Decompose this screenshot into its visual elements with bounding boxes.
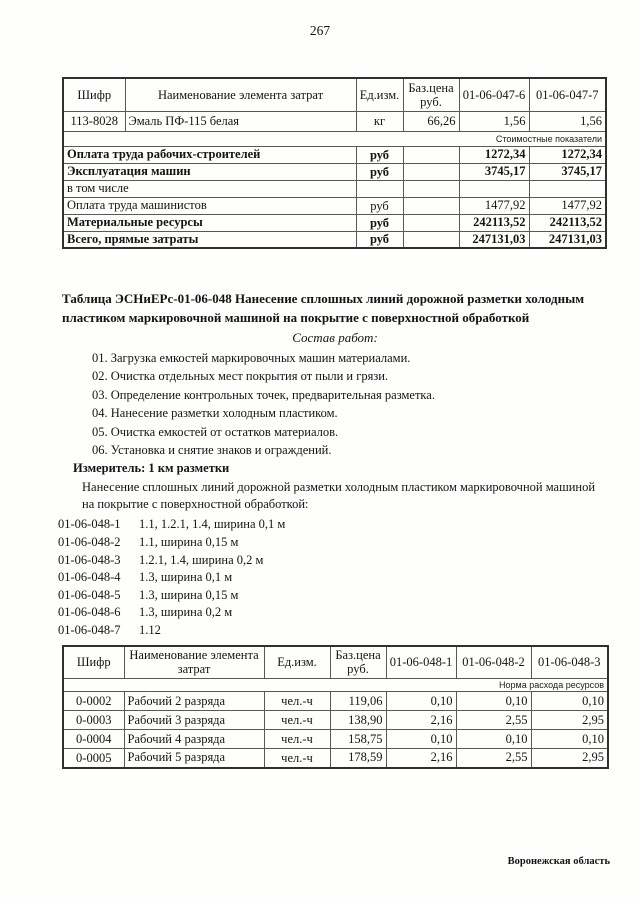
material-unit: кг — [356, 111, 403, 131]
cost-row — [63, 180, 606, 197]
cost-row — [63, 146, 606, 163]
variant-code: 01-06-048-2 — [58, 535, 121, 550]
variant-row — [58, 569, 640, 587]
page-number: 267 — [309, 23, 331, 38]
variant-desc: 1.1, 1.2.1, 1.4, ширина 0,1 м — [139, 517, 286, 532]
cost-baseprice-empty — [403, 180, 459, 197]
cost-value-2: 1272,34 — [529, 146, 606, 163]
work-item: 04. Нанесение разметки холодным пластиком. — [92, 406, 338, 421]
table-header-row — [63, 78, 606, 111]
material-name: Эмаль ПФ-115 белая — [125, 111, 356, 131]
section-label-row — [63, 131, 606, 146]
resource-row — [63, 692, 608, 711]
resource-name: Рабочий 2 разряда — [124, 692, 264, 711]
work-item: 03. Определение контрольных точек, предварительная разметка. — [92, 387, 435, 402]
cost-baseprice-empty — [403, 197, 459, 214]
variant-row — [58, 622, 640, 640]
col-header-shifr: Шифр — [63, 78, 125, 111]
resource-name: Рабочий 5 разряда — [124, 749, 264, 768]
resource-value-1: 0,10 — [386, 692, 456, 711]
resource-row — [63, 711, 608, 730]
variant-code: 01-06-048-4 — [58, 570, 121, 585]
resource-value-3: 0,10 — [531, 730, 608, 749]
cost-unit — [356, 180, 403, 197]
description-paragraph: Нанесение сплошных линий дорожной разметки холодным пластиком маркировочной машиной на покрытие с поверхностной обработкой: — [82, 480, 596, 512]
resource-name: Рабочий 3 разряда — [124, 711, 264, 730]
cost-value-1: 1272,34 — [459, 146, 529, 163]
resource-value-1: 0,10 — [386, 730, 456, 749]
col-header-047-7: 01-06-047-7 — [529, 78, 606, 111]
cost-label: Оплата труда рабочих-строителей — [63, 146, 356, 163]
variant-desc: 1.2.1, 1.4, ширина 0,2 м — [139, 552, 264, 567]
cost-row — [63, 163, 606, 180]
col-header-shifr: Шифр — [63, 646, 124, 679]
cost-baseprice-empty — [403, 146, 459, 163]
work-item: 02. Очистка отдельных мест покрытия от пыли и грязи. — [92, 369, 389, 384]
work-item: 06. Установка и снятие знаков и ограждений. — [92, 443, 332, 458]
resource-unit: чел.-ч — [264, 692, 330, 711]
cost-row — [63, 214, 606, 231]
cost-value-1: 242113,52 — [459, 214, 529, 231]
cost-unit: руб — [356, 163, 403, 180]
resource-baseprice: 158,75 — [330, 730, 386, 749]
cost-baseprice-empty — [403, 163, 459, 180]
variant-row — [58, 516, 640, 534]
table-header-row — [63, 646, 608, 679]
col-header-048-3: 01-06-048-3 — [531, 646, 608, 679]
cost-baseprice-empty — [403, 231, 459, 248]
variant-code: 01-06-048-6 — [58, 605, 121, 620]
resource-row — [63, 730, 608, 749]
col-header-name: Наименование элемента затрат — [125, 78, 356, 111]
cost-label: Оплата труда машинистов — [63, 197, 356, 214]
col-header-name: Наименование элемента затрат — [124, 646, 264, 679]
col-header-unit: Ед.изм. — [264, 646, 330, 679]
variant-row — [58, 587, 640, 605]
cost-value-1 — [459, 180, 529, 197]
table-048-title: Таблица ЭСНиЕРс-01-06-048 Нанесение сплошных линий дорожной разметки холодным пластиком маркировочной машиной на покрытие с поверхностной обработкой — [62, 291, 585, 325]
resource-code: 0-0004 — [63, 730, 124, 749]
cost-value-2 — [529, 180, 606, 197]
resource-name: Рабочий 4 разряда — [124, 730, 264, 749]
work-composition-label: Состав работ: — [292, 330, 378, 345]
resource-norm-label: Норма расхода ресурсов — [63, 679, 608, 692]
variant-code: 01-06-048-7 — [58, 623, 121, 637]
variant-desc: 1.12 — [139, 623, 161, 637]
variant-desc: 1.3, ширина 0,15 м — [139, 587, 239, 602]
cost-value-1: 247131,03 — [459, 231, 529, 248]
resource-code: 0-0002 — [63, 692, 124, 711]
cost-table-047 — [62, 77, 607, 249]
variant-code: 01-06-048-3 — [58, 552, 121, 567]
table-row — [63, 111, 606, 131]
variant-row — [58, 604, 640, 622]
variant-desc: 1.3, ширина 0,2 м — [139, 605, 233, 620]
col-header-baseprice: Баз.цена руб. — [403, 78, 459, 111]
cost-value-1: 1477,92 — [459, 197, 529, 214]
measure-unit-line: Измеритель: 1 км разметки — [73, 461, 230, 476]
cost-label: в том числе — [63, 180, 356, 197]
resource-unit: чел.-ч — [264, 711, 330, 730]
variant-desc: 1.3, ширина 0,1 м — [139, 570, 233, 585]
resource-value-2: 2,55 — [456, 749, 531, 768]
variant-row — [58, 552, 640, 570]
resource-value-1: 2,16 — [386, 749, 456, 768]
cost-value-1: 3745,17 — [459, 163, 529, 180]
section-label-row — [63, 679, 608, 692]
resource-table-048 — [62, 645, 609, 769]
resource-value-2: 2,55 — [456, 711, 531, 730]
variant-desc: 1.1, ширина 0,15 м — [139, 535, 239, 550]
col-header-unit: Ед.изм. — [356, 78, 403, 111]
cost-indicators-label: Стоимостные показатели — [63, 131, 606, 146]
col-header-048-1: 01-06-048-1 — [386, 646, 456, 679]
resource-unit: чел.-ч — [264, 749, 330, 768]
material-value-2: 1,56 — [529, 111, 606, 131]
cost-label: Всего, прямые затраты — [63, 231, 356, 248]
cost-value-2: 242113,52 — [529, 214, 606, 231]
resource-baseprice: 178,59 — [330, 749, 386, 768]
work-item: 05. Очистка емкостей от остатков материалов. — [92, 424, 339, 439]
cost-value-2: 3745,17 — [529, 163, 606, 180]
variant-code: 01-06-048-5 — [58, 587, 121, 602]
material-value-1: 1,56 — [459, 111, 529, 131]
material-baseprice: 66,26 — [403, 111, 459, 131]
resource-value-1: 2,16 — [386, 711, 456, 730]
cost-unit: руб — [356, 197, 403, 214]
cost-unit: руб — [356, 214, 403, 231]
cost-label: Эксплуатация машин — [63, 163, 356, 180]
variant-row — [58, 534, 640, 552]
work-items-list — [92, 349, 640, 459]
cost-value-2: 1477,92 — [529, 197, 606, 214]
col-header-047-6: 01-06-047-6 — [459, 78, 529, 111]
variant-code: 01-06-048-1 — [58, 517, 121, 532]
resource-row — [63, 749, 608, 768]
cost-row — [63, 231, 606, 248]
region-footer: Воронежская область — [507, 856, 610, 867]
resource-baseprice: 138,90 — [330, 711, 386, 730]
cost-value-2: 247131,03 — [529, 231, 606, 248]
col-header-048-2: 01-06-048-2 — [456, 646, 531, 679]
col-header-baseprice: Баз.цена руб. — [330, 646, 386, 679]
resource-unit: чел.-ч — [264, 730, 330, 749]
cost-baseprice-empty — [403, 214, 459, 231]
cost-label: Материальные ресурсы — [63, 214, 356, 231]
variant-list — [58, 516, 640, 639]
cost-row — [63, 197, 606, 214]
resource-value-3: 2,95 — [531, 749, 608, 768]
work-item: 01. Загрузка емкостей маркировочных машин материалами. — [92, 351, 411, 365]
resource-code: 0-0003 — [63, 711, 124, 730]
resource-code: 0-0005 — [63, 749, 124, 768]
resource-value-2: 0,10 — [456, 692, 531, 711]
resource-baseprice: 119,06 — [330, 692, 386, 711]
cost-unit: руб — [356, 146, 403, 163]
resource-value-3: 0,10 — [531, 692, 608, 711]
resource-value-2: 0,10 — [456, 730, 531, 749]
resource-value-3: 2,95 — [531, 711, 608, 730]
material-code: 113-8028 — [63, 111, 125, 131]
cost-unit: руб — [356, 231, 403, 248]
